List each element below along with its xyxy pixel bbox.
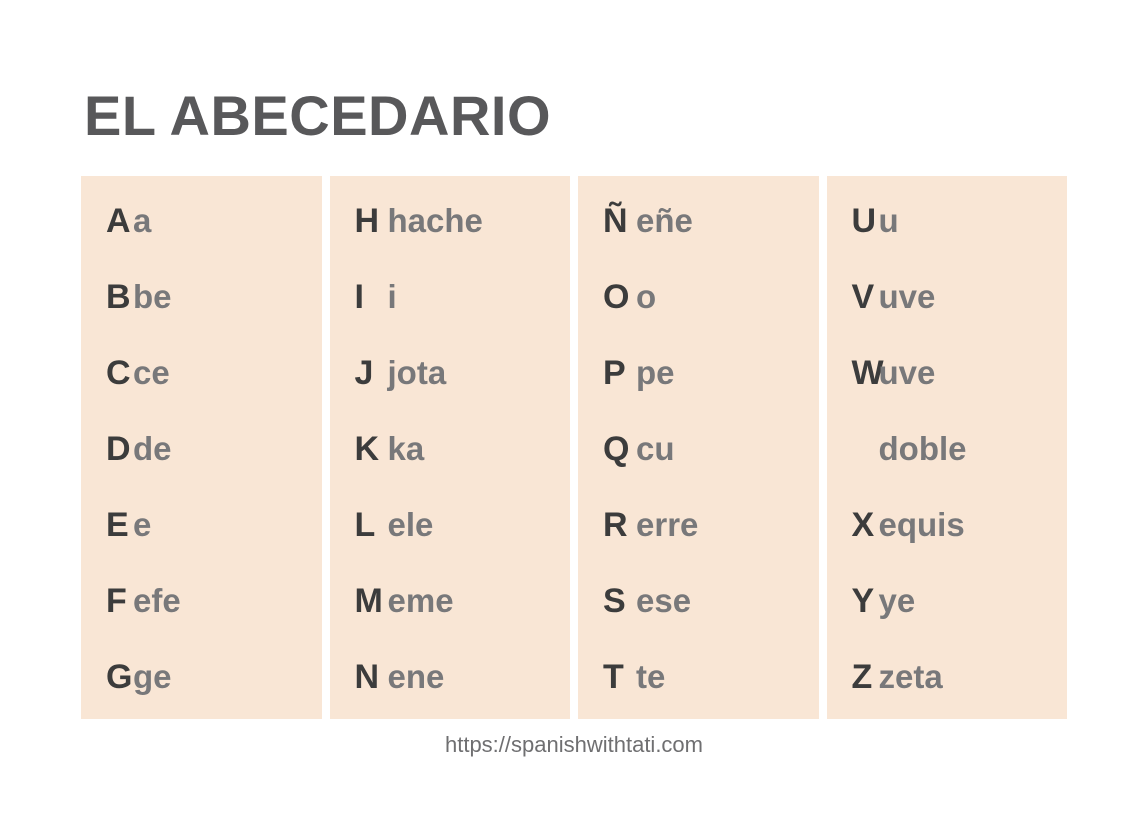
- page-title: EL ABECEDARIO: [84, 84, 551, 147]
- letter-name: de: [133, 430, 172, 467]
- alphabet-row: [330, 430, 571, 506]
- letter: X: [851, 506, 875, 544]
- alphabet-row: [578, 278, 819, 354]
- letter: N: [354, 658, 380, 696]
- alphabet-row: [81, 354, 322, 430]
- letter: Z: [851, 658, 873, 696]
- alphabet-row: [330, 506, 571, 582]
- letter-name: e: [133, 506, 152, 543]
- alphabet-row: [578, 658, 819, 734]
- letter-name: u: [878, 202, 899, 239]
- letter: T: [603, 658, 624, 696]
- alphabet-row: [330, 582, 571, 658]
- letter-name: eñe: [636, 202, 693, 239]
- alphabet-row: [81, 430, 322, 506]
- letter-name: be: [133, 278, 172, 315]
- alphabet-row: [827, 506, 1068, 582]
- alphabet-row: [578, 202, 819, 278]
- letter-name: ka: [387, 430, 425, 467]
- letter-name: te: [636, 658, 666, 695]
- letter: A: [106, 202, 131, 240]
- letter: R: [603, 506, 628, 544]
- letter-name: ce: [133, 354, 170, 391]
- letter: S: [603, 582, 626, 620]
- alphabet-row: [827, 202, 1068, 278]
- alphabet-row: [578, 506, 819, 582]
- alphabet-row: [827, 582, 1068, 658]
- letter: J: [354, 354, 374, 392]
- source-url: https://spanishwithtati.com: [444, 732, 703, 757]
- alphabet-row: [578, 430, 819, 506]
- letter: D: [106, 430, 131, 468]
- letter-name: ene: [387, 658, 445, 695]
- letter: Ñ: [603, 202, 628, 240]
- letter-name: uve: [878, 278, 936, 315]
- alphabet-column-1: [81, 176, 322, 719]
- alphabet-row: [578, 582, 819, 658]
- alphabet-row: [81, 202, 322, 278]
- letter-name: ele: [387, 506, 434, 543]
- alphabet-row: [827, 354, 1068, 430]
- letter: Y: [851, 582, 875, 620]
- alphabet-row: [81, 582, 322, 658]
- alphabet-row: [81, 278, 322, 354]
- alphabet-row: [330, 354, 571, 430]
- letter-name: eme: [387, 582, 454, 619]
- letter-name: hache: [387, 202, 483, 239]
- letter: K: [354, 430, 380, 468]
- letter: P: [603, 354, 626, 392]
- letter: M: [354, 582, 383, 620]
- letter-name: zeta: [878, 658, 943, 695]
- alphabet-row: [827, 430, 1068, 506]
- letter: V: [851, 278, 875, 316]
- letter-name: ye: [878, 582, 916, 619]
- letter: H: [354, 202, 380, 240]
- letter-name: pe: [636, 354, 675, 391]
- letter: B: [106, 278, 131, 316]
- alphabet-row: [578, 354, 819, 430]
- letter: Q: [603, 430, 630, 468]
- letter: C: [106, 354, 131, 392]
- alphabet-columns: [81, 176, 1067, 719]
- alphabet-row: [330, 658, 571, 734]
- letter-name: efe: [133, 582, 181, 619]
- alphabet-row: [330, 202, 571, 278]
- alphabet-row: [81, 506, 322, 582]
- letter-name: doble: [878, 430, 967, 467]
- letter-name: uve: [878, 354, 936, 391]
- letter: I: [354, 278, 364, 316]
- letter-name: i: [387, 278, 397, 315]
- alphabet-row: [330, 278, 571, 354]
- alphabet-row: [827, 658, 1068, 734]
- letter: U: [851, 202, 877, 240]
- alphabet-column-2: [330, 176, 571, 719]
- letter-name: a: [133, 202, 152, 239]
- letter-name: o: [636, 278, 657, 315]
- letter: E: [106, 506, 129, 544]
- letter-name: equis: [878, 506, 965, 543]
- letter-name: jota: [387, 354, 447, 391]
- alphabet-column-4: [827, 176, 1068, 719]
- letter: W: [851, 354, 884, 392]
- letter-name: cu: [636, 430, 675, 467]
- letter: F: [106, 582, 127, 620]
- letter-name: ese: [636, 582, 692, 619]
- letter: L: [354, 506, 376, 544]
- letter-name: erre: [636, 506, 699, 543]
- alphabet-row: [81, 658, 322, 734]
- letter: O: [603, 278, 630, 316]
- alphabet-row: [827, 278, 1068, 354]
- alphabet-column-3: [578, 176, 819, 719]
- letter-name: ge: [133, 658, 172, 695]
- letter: G: [106, 658, 133, 696]
